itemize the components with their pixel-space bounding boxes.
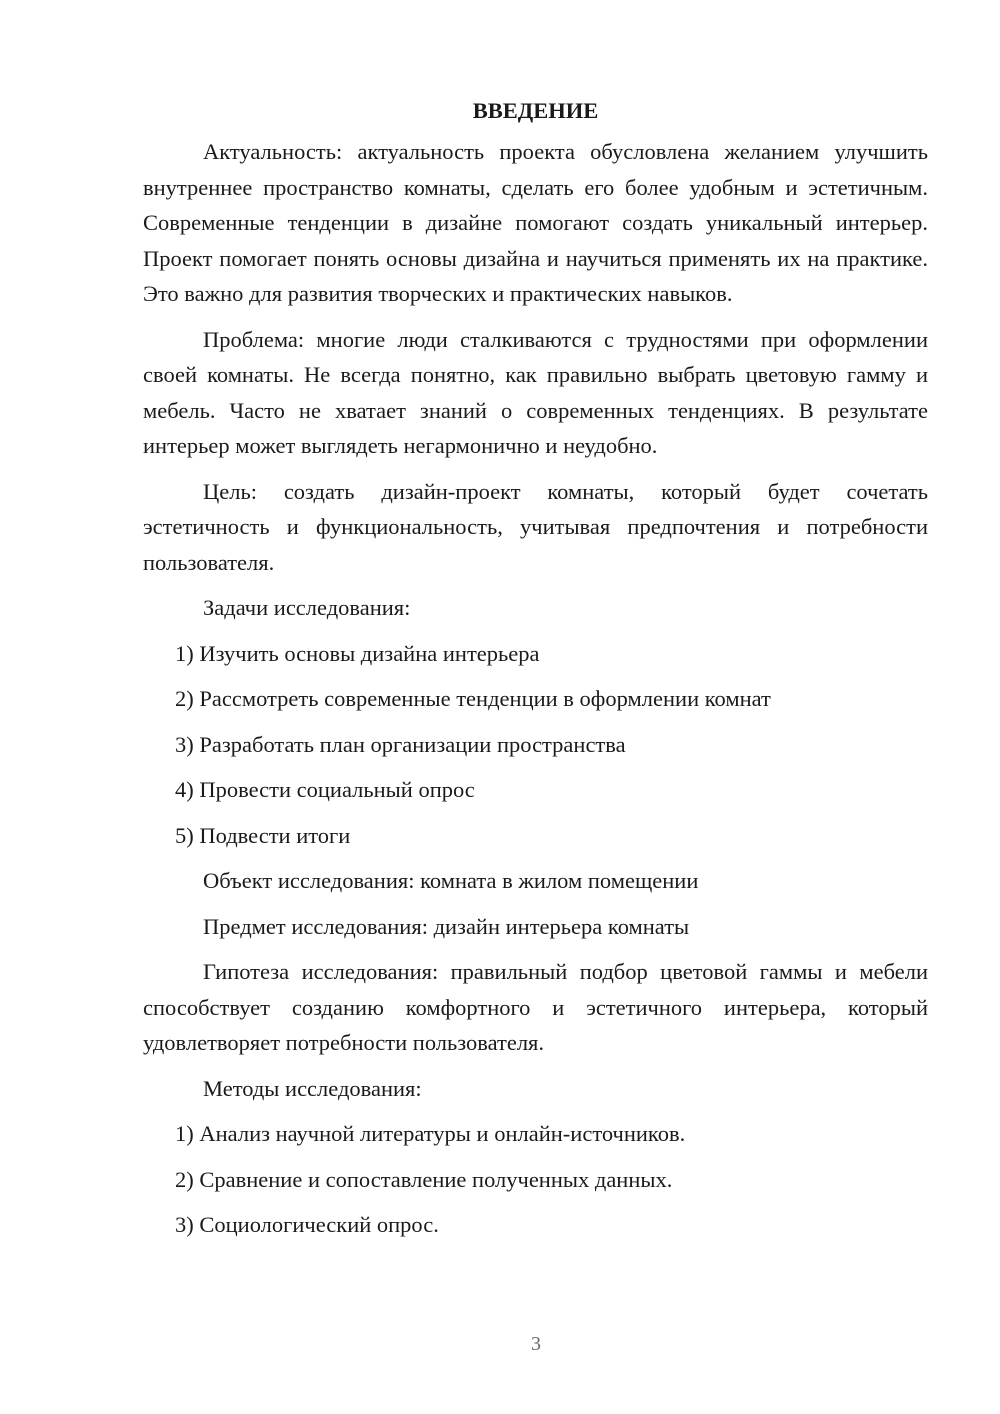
section-heading: ВВЕДЕНИЕ (472, 98, 599, 123)
relevance-paragraph: Актуальность: актуальность проекта обусловлена желанием улучшить внутреннее пространство комнаты, сделать его более удобным и эстетичным. Современные тенденции в дизайне помогают создать уникальный интерьер. Проект помогает понять основы дизайна и научиться применять их на практике. Это важно для развития творческих и практических навыков. (143, 139, 928, 306)
method-item: 2) Сравнение и сопоставление полученных данных. (175, 1166, 673, 1192)
task-item: 5) Подвести итоги (175, 822, 351, 848)
task-item: 4) Провести социальный опрос (175, 777, 475, 802)
task-item: 2) Рассмотреть современные тенденции в оформлении комнат (175, 686, 771, 711)
page-content (143, 96, 928, 1253)
research-subject: Предмет исследования: дизайн интерьера комнаты (203, 913, 690, 939)
goal-paragraph: Цель: создать дизайн-проект комнаты, который будет сочетать эстетичность и функциональность, учитывая предпочтения и потребности пользователя. (143, 478, 928, 575)
task-item: 3) Разработать план организации пространства (175, 731, 626, 757)
method-item: 3) Социологический опрос. (175, 1212, 439, 1237)
page-number: 3 (531, 1333, 541, 1355)
methods-title: Методы исследования: (203, 1075, 422, 1101)
method-item: 1) Анализ научной литературы и онлайн-источников. (175, 1121, 686, 1146)
tasks-title: Задачи исследования: (203, 595, 411, 620)
research-object: Объект исследования: комната в жилом помещении (203, 868, 699, 893)
problem-paragraph: Проблема: многие люди сталкиваются с трудностями при оформлении своей комнаты. Не всегда понятно, как правильно выбрать цветовую гамму и мебель. Часто не хватает знаний о современных тенденциях. В результате интерьер может выглядеть негармонично и неудобно. (143, 326, 928, 458)
hypothesis-paragraph: Гипотеза исследования: правильный подбор цветовой гаммы и мебели способствует созданию комфортного и эстетичного интерьера, который удовлетворяет потребности пользователя. (143, 959, 928, 1055)
task-item: 1) Изучить основы дизайна интерьера (175, 640, 540, 666)
